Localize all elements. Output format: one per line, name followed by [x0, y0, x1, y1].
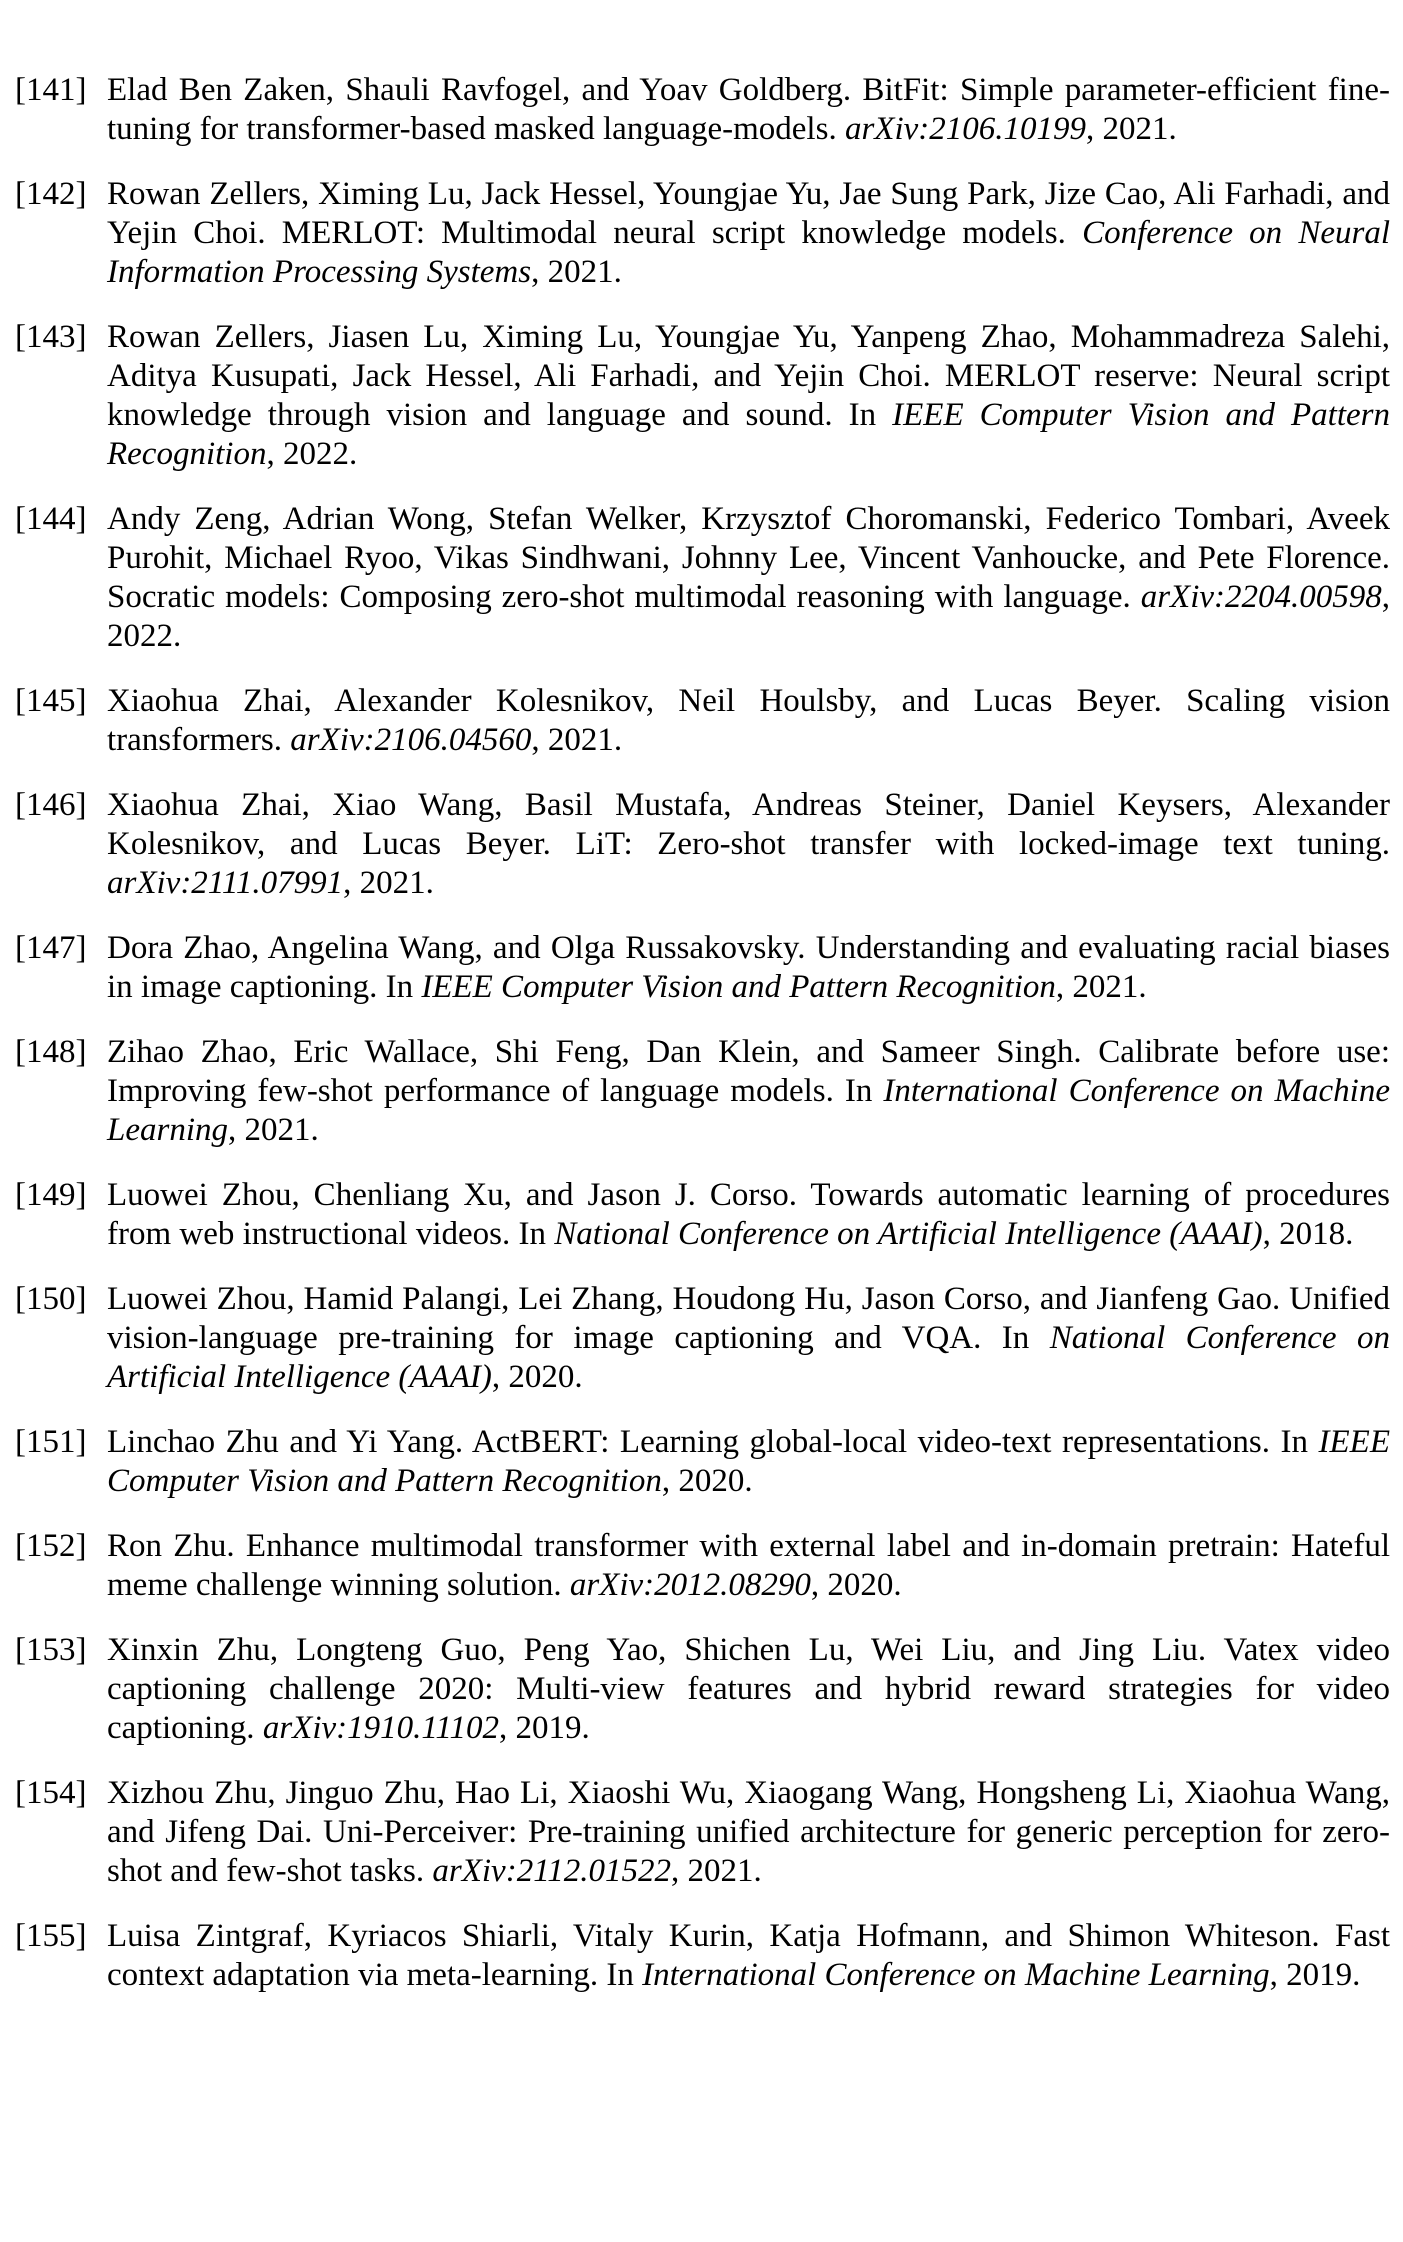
reference-text-segment: Linchao Zhu and Yi Yang. ActBERT: Learning global-local video-text representations. In — [107, 1424, 1319, 1460]
reference-text — [107, 1918, 1390, 1993]
reference-text — [107, 72, 1390, 147]
reference-text-segment: Elad Ben Zaken, Shauli Ravfogel, and Yoav Goldberg. BitFit: Simple parameter-efficient fine-tuning for transformer-based masked language-models. — [107, 72, 1390, 147]
reference-number: [147] — [15, 930, 87, 966]
reference-venue-or-arxiv-id: IEEE Computer Vision and Pattern Recognition — [107, 397, 1390, 472]
reference-text-segment: , 2020. — [810, 1567, 902, 1603]
reference-venue-or-arxiv-id: National Conference on Artificial Intelligence (AAAI) — [554, 1216, 1263, 1252]
reference-text-segment: Luowei Zhou, Chenliang Xu, and Jason J. Corso. Towards automatic learning of procedures from web instructional videos. In — [107, 1177, 1390, 1252]
reference-text — [107, 930, 1390, 1005]
reference-text-segment: Dora Zhao, Angelina Wang, and Olga Russakovsky. Understanding and evaluating racial biases in image captioning. In — [107, 930, 1390, 1005]
reference-text — [107, 787, 1390, 901]
reference-item — [15, 786, 1390, 903]
reference-item — [15, 1176, 1390, 1254]
reference-text-segment: Xinxin Zhu, Longteng Guo, Peng Yao, Shichen Lu, Wei Liu, and Jing Liu. Vatex video captioning challenge 2020: Multi-view features and hybrid reward strategies for video captioning. — [107, 1632, 1390, 1746]
reference-list — [15, 71, 1390, 1995]
reference-text — [107, 1775, 1390, 1889]
reference-venue-or-arxiv-id: IEEE Computer Vision and Pattern Recognition — [421, 969, 1056, 1005]
reference-item — [15, 71, 1390, 149]
reference-venue-or-arxiv-id: arXiv:2112.01522 — [432, 1853, 671, 1889]
reference-text-segment: , 2020. — [491, 1359, 583, 1395]
reference-item — [15, 682, 1390, 760]
reference-item — [15, 318, 1390, 474]
reference-text — [107, 1034, 1390, 1148]
reference-text — [107, 319, 1390, 472]
reference-text-segment: Xiaohua Zhai, Xiao Wang, Basil Mustafa, Andreas Steiner, Daniel Keysers, Alexander Kolesnikov, and Lucas Beyer. LiT: Zero-shot transfer with locked-image text tuning. — [107, 787, 1390, 862]
reference-text — [107, 1281, 1390, 1395]
reference-text-segment: Xiaohua Zhai, Alexander Kolesnikov, Neil Houlsby, and Lucas Beyer. Scaling vision transformers. — [107, 683, 1390, 758]
reference-item — [15, 175, 1390, 292]
reference-text — [107, 1528, 1390, 1603]
reference-text — [107, 1424, 1390, 1499]
reference-number: [146] — [15, 787, 87, 823]
reference-item — [15, 1280, 1390, 1397]
reference-text — [107, 176, 1390, 290]
reference-text-segment: , 2021. — [671, 1853, 762, 1889]
reference-text-segment: Rowan Zellers, Ximing Lu, Jack Hessel, Youngjae Yu, Jae Sung Park, Jize Cao, Ali Farhadi, and Yejin Choi. MERLOT: Multimodal neural script knowledge models. — [107, 176, 1390, 251]
reference-number: [143] — [15, 319, 87, 355]
reference-number: [144] — [15, 501, 87, 537]
reference-item — [15, 500, 1390, 656]
reference-venue-or-arxiv-id: IEEE Computer Vision and Pattern Recognition — [107, 1424, 1390, 1499]
reference-text — [107, 1632, 1390, 1746]
reference-text-segment: Luisa Zintgraf, Kyriacos Shiarli, Vitaly Kurin, Katja Hofmann, and Shimon Whiteson. Fast context adaptation via meta-learning. In — [107, 1918, 1390, 1993]
reference-text-segment: , 2022. — [107, 579, 1390, 654]
reference-number: [154] — [15, 1775, 87, 1811]
reference-item — [15, 1774, 1390, 1891]
reference-venue-or-arxiv-id: arXiv:2204.00598 — [1140, 579, 1382, 615]
reference-text — [107, 501, 1390, 654]
reference-item — [15, 1423, 1390, 1501]
reference-number: [151] — [15, 1424, 87, 1460]
reference-venue-or-arxiv-id: arXiv:2111.07991 — [107, 865, 344, 901]
reference-item — [15, 1033, 1390, 1150]
reference-text — [107, 1177, 1390, 1252]
reference-text-segment: , 2020. — [661, 1463, 753, 1499]
reference-text-segment: Zihao Zhao, Eric Wallace, Shi Feng, Dan Klein, and Sameer Singh. Calibrate before use: Improving few-shot performance of language models. In — [107, 1034, 1390, 1109]
reference-number: [148] — [15, 1034, 87, 1070]
reference-number: [155] — [15, 1918, 87, 1954]
reference-item — [15, 1631, 1390, 1748]
reference-text-segment: Andy Zeng, Adrian Wong, Stefan Welker, Krzysztof Choromanski, Federico Tombari, Aveek Purohit, Michael Ryoo, Vikas Sindhwani, Johnny Lee, Vincent Vanhoucke, and Pete Florence. Socratic models: Composing zero-shot multimodal reasoning with language. — [107, 501, 1390, 615]
reference-number: [149] — [15, 1177, 87, 1213]
reference-text-segment: Xizhou Zhu, Jinguo Zhu, Hao Li, Xiaoshi Wu, Xiaogang Wang, Hongsheng Li, Xiaohua Wang, and Jifeng Dai. Uni-Perceiver: Pre-training unified architecture for generic perception for zero-shot and few-shot tasks. — [107, 1775, 1390, 1889]
reference-text-segment: , 2021. — [1086, 111, 1177, 147]
reference-number: [145] — [15, 683, 87, 719]
reference-number: [142] — [15, 176, 87, 212]
reference-text-segment: , 2022. — [266, 436, 358, 472]
reference-venue-or-arxiv-id: arXiv:2106.04560 — [290, 722, 532, 758]
reference-venue-or-arxiv-id: Conference on Neural Information Processing Systems — [107, 215, 1391, 290]
reference-item — [15, 1527, 1390, 1605]
reference-venue-or-arxiv-id: International Conference on Machine Learning — [107, 1073, 1390, 1148]
reference-venue-or-arxiv-id: arXiv:2106.10199 — [844, 111, 1087, 147]
reference-text-segment: , 2019. — [1269, 1957, 1361, 1993]
reference-venue-or-arxiv-id: arXiv:1910.11102 — [262, 1710, 499, 1746]
reference-venue-or-arxiv-id: International Conference on Machine Learning — [642, 1957, 1270, 1993]
reference-text-segment: , 2021. — [228, 1112, 319, 1148]
reference-number: [150] — [15, 1281, 87, 1317]
reference-text-segment: , 2021. — [531, 254, 622, 290]
reference-item — [15, 1917, 1390, 1995]
reference-text-segment: , 2018. — [1262, 1216, 1354, 1252]
reference-text-segment: , 2019. — [498, 1710, 590, 1746]
reference-text-segment: , 2021. — [531, 722, 623, 758]
reference-item — [15, 929, 1390, 1007]
reference-text-segment: Rowan Zellers, Jiasen Lu, Ximing Lu, Youngjae Yu, Yanpeng Zhao, Mohammadreza Salehi, Aditya Kusupati, Jack Hessel, Ali Farhadi, and Yejin Choi. MERLOT reserve: Neural script knowledge through vision and language and sound. In — [107, 319, 1390, 433]
reference-venue-or-arxiv-id: National Conference on Artificial Intelligence (AAAI) — [107, 1320, 1390, 1395]
reference-text-segment: , 2021. — [343, 865, 434, 901]
reference-text-segment: , 2021. — [1055, 969, 1147, 1005]
reference-text — [107, 683, 1390, 758]
reference-text-segment: Ron Zhu. Enhance multimodal transformer with external label and in-domain pretrain: Hateful meme challenge winning solution. — [107, 1528, 1390, 1603]
reference-number: [141] — [15, 72, 87, 108]
reference-number: [153] — [15, 1632, 87, 1668]
reference-text-segment: Luowei Zhou, Hamid Palangi, Lei Zhang, Houdong Hu, Jason Corso, and Jianfeng Gao. Unified vision-language pre-training for image captioning and VQA. In — [107, 1281, 1390, 1356]
reference-venue-or-arxiv-id: arXiv:2012.08290 — [569, 1567, 811, 1603]
reference-number: [152] — [15, 1528, 87, 1564]
